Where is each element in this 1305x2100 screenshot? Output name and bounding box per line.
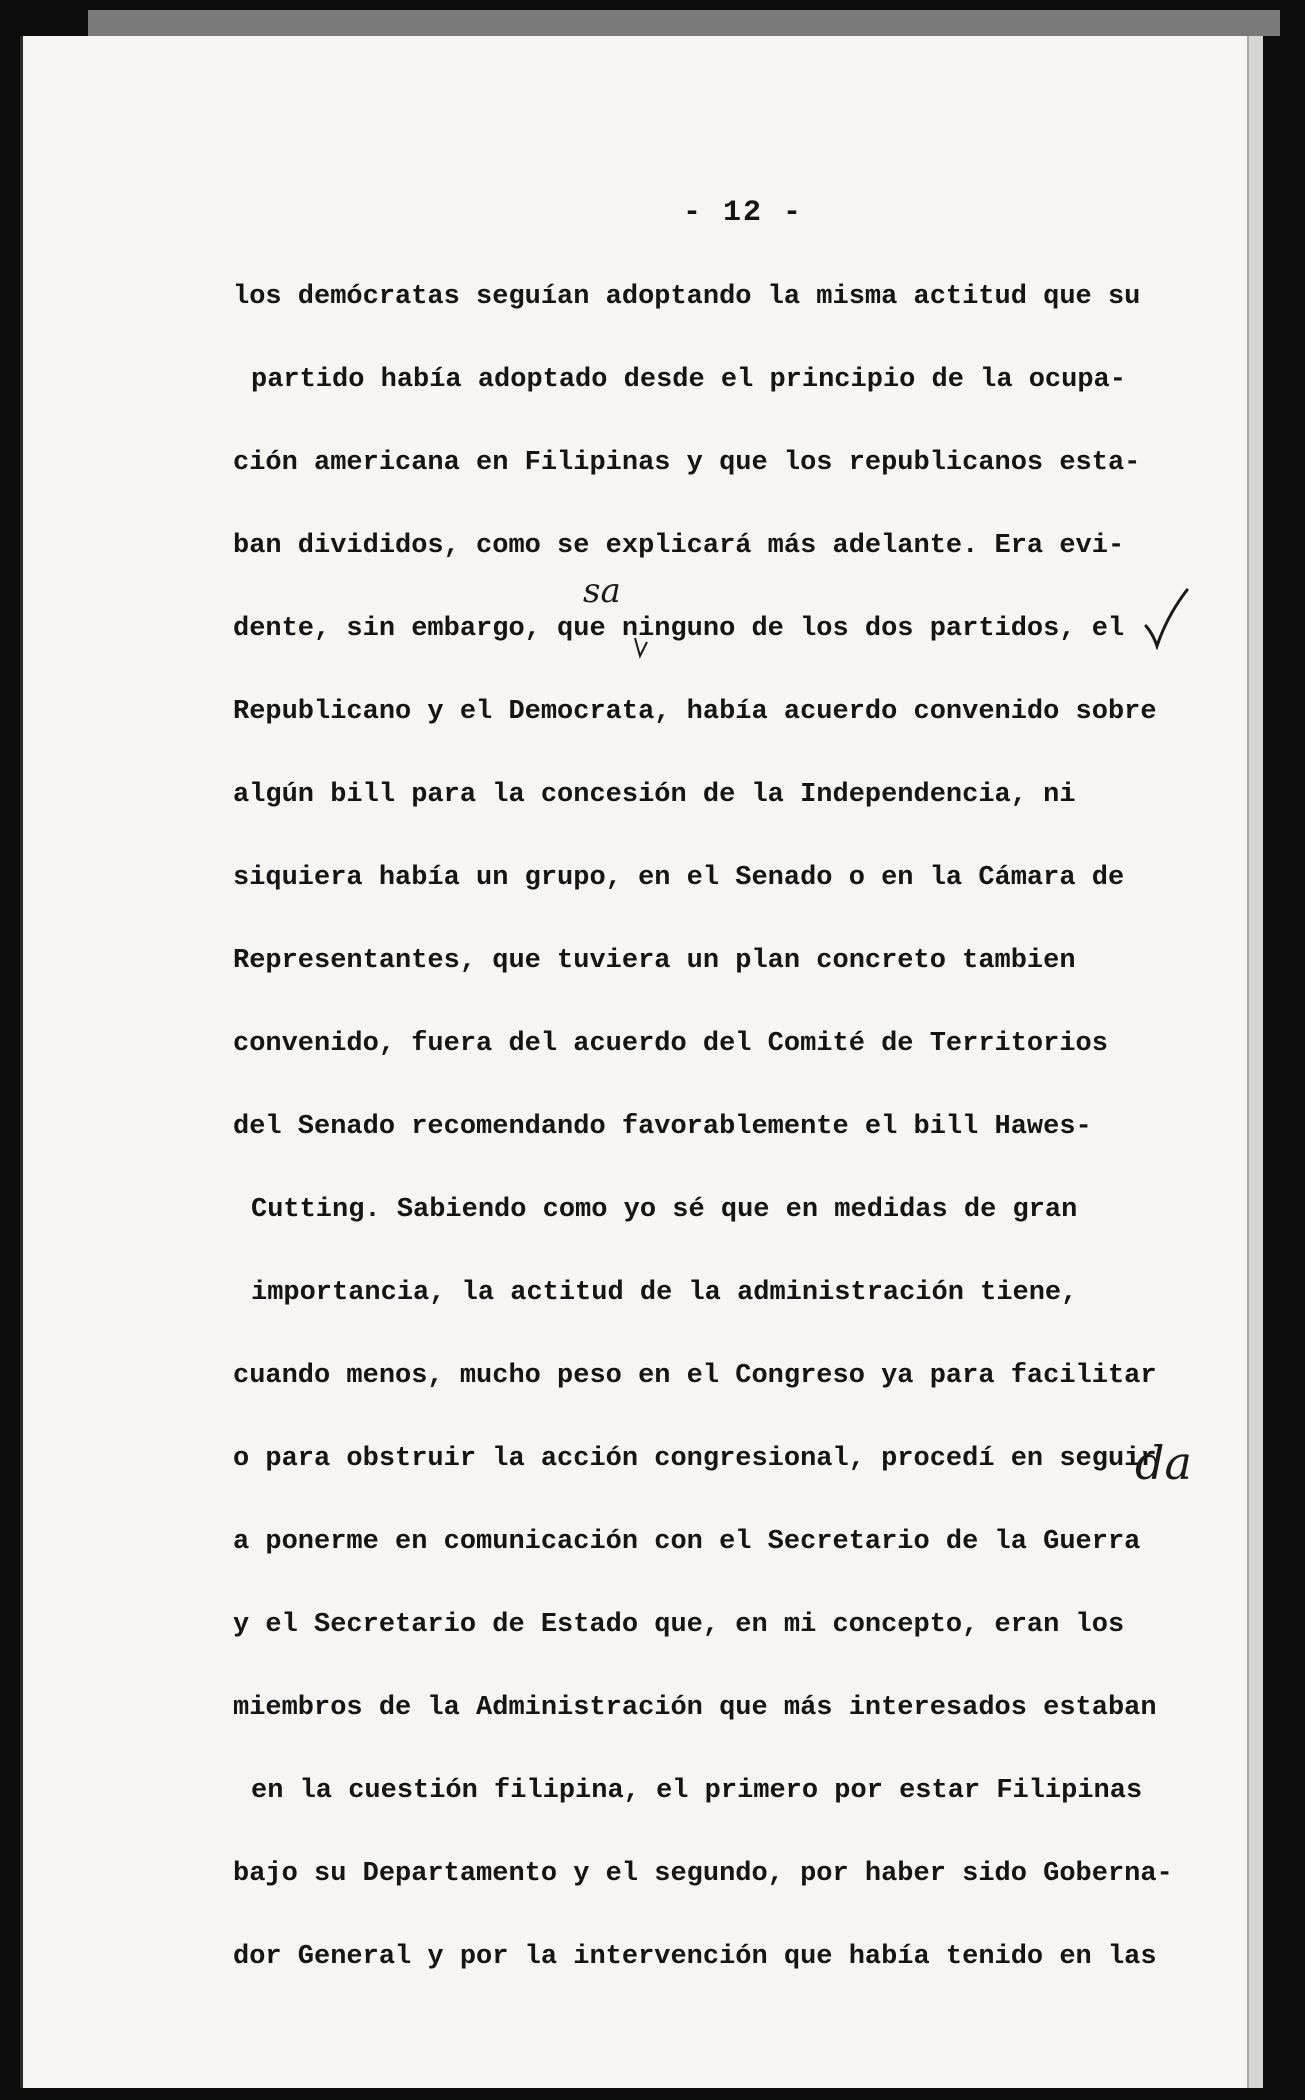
text-line: del Senado recomendando favorablemente el bill Hawes- <box>233 1112 1092 1142</box>
text-line: algún bill para la concesión de la Independencia, ni <box>233 780 1076 810</box>
text-line: dente, sin embargo, que ninguno de los dos partidos, el <box>233 614 1125 644</box>
text-line: partido había adoptado desde el principio de la ocupa- <box>251 365 1126 395</box>
page-right-edge <box>1247 36 1263 2088</box>
text-line: Republicano y el Democrata, había acuerdo convenido sobre <box>233 697 1157 727</box>
text-line: cuando menos, mucho peso en el Congreso ya para facilitar <box>233 1361 1157 1391</box>
text-line: a ponerme en comunicación con el Secretario de la Guerra <box>233 1527 1141 1557</box>
text-line: o para obstruir la acción congresional, procedí en seguir <box>233 1444 1157 1474</box>
text-line: Cutting. Sabiendo como yo sé que en medidas de gran <box>251 1195 1078 1225</box>
text-line: siquiera había un grupo, en el Senado o en la Cámara de <box>233 863 1125 893</box>
text-line: ción americana en Filipinas y que los republicanos esta- <box>233 448 1141 478</box>
text-line: ban divididos, como se explicará más adelante. Era evi- <box>233 531 1125 561</box>
text-line: en la cuestión filipina, el primero por estar Filipinas <box>251 1776 1143 1806</box>
text-line: convenido, fuera del acuerdo del Comité de Territorios <box>233 1029 1108 1059</box>
text-line: Representantes, que tuviera un plan concreto tambien <box>233 946 1076 976</box>
page-number: - 12 - <box>683 196 804 230</box>
insertion-caret-icon <box>633 636 649 660</box>
scan-top-band <box>88 10 1280 36</box>
document-page <box>20 36 1263 2088</box>
handwritten-word-ending: da <box>1135 1436 1192 1490</box>
text-line: los demócratas seguían adoptando la misma actitud que su <box>233 282 1141 312</box>
text-line: importancia, la actitud de la administración tiene, <box>251 1278 1078 1308</box>
text-line: y el Secretario de Estado que, en mi concepto, eran los <box>233 1610 1125 1640</box>
handwritten-insertion: sa <box>583 571 621 611</box>
text-line: dor General y por la intervención que había tenido en las <box>233 1942 1157 1972</box>
text-line: miembros de la Administración que más interesados estaban <box>233 1693 1157 1723</box>
typed-body-text <box>233 282 1173 2025</box>
checkmark-icon <box>1143 586 1189 650</box>
text-line: bajo su Departamento y el segundo, por haber sido Goberna- <box>233 1859 1173 1889</box>
